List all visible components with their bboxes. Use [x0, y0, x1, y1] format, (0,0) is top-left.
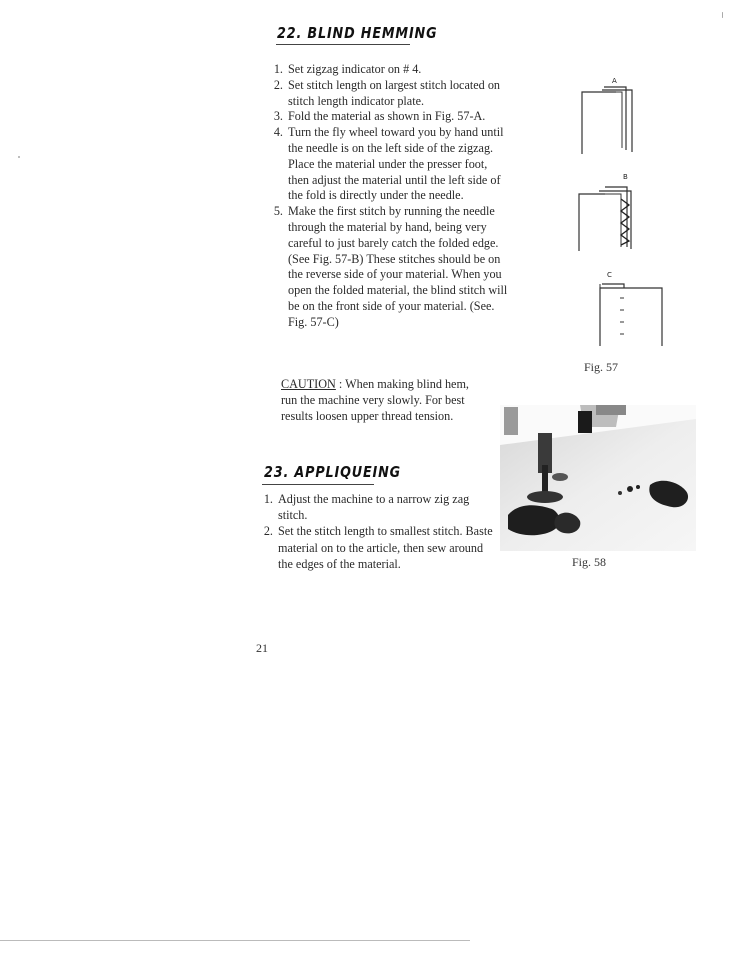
caution-text: : When making blind hem, run the machine very slowly. For best results loosen upper thread tension.: [281, 377, 469, 423]
section-22-heading-rule: [276, 44, 410, 45]
sewing-machine-applique-photo: [500, 405, 696, 551]
appliqueing-step-2: 2. Set the stitch length to smallest stitch. Baste material on to the article, then sew around the edges of the material.: [276, 523, 494, 572]
fig-57-label-a: A: [612, 77, 617, 85]
section-23-heading: 23. APPLIQUEING: [264, 463, 401, 481]
caution-note: [281, 377, 485, 424]
fig-58-photo: [500, 405, 696, 551]
fig-58-caption: Fig. 58: [572, 555, 607, 569]
caution-word: CAUTION: [281, 377, 336, 391]
page-number: 21: [256, 641, 268, 655]
scan-speck: [18, 156, 20, 158]
scan-speck: [722, 12, 723, 18]
fig-57-label-c: C: [607, 271, 612, 279]
appliqueing-steps: [262, 491, 494, 572]
blind-hemming-step-3: 3. Fold the material as shown in Fig. 57-A.: [286, 109, 508, 125]
fig-57a-fold-diagram: [580, 84, 640, 156]
blind-hemming-step-4: 4. Turn the fly wheel toward you by hand until the needle is on the left side of the zigzag. Place the material under the presser foot, then adjust the material until the left side of the fold is directly under the needle.: [286, 125, 508, 204]
blind-hemming-step-1: 1. Set zigzag indicator on # 4.: [286, 62, 508, 78]
section-22-heading: 22. BLIND HEMMING: [277, 24, 438, 42]
fig-57-label-b: B: [623, 173, 628, 181]
fig-57-caption: Fig. 57: [584, 360, 619, 374]
section-23-heading-rule: [262, 484, 374, 485]
blind-hemming-step-5: 5. Make the first stitch by running the needle through the material by hand, being very careful to just barely catch the folded edge. (See Fig. 57-B) These stitches should be on the reverse side of your material. When you open the folded material, the blind stitch will be on the front side of your material. (See. Fig. 57-C): [286, 204, 508, 330]
fig-57b-stitch-diagram: [575, 181, 639, 253]
scan-edge-line: [0, 940, 470, 941]
appliqueing-step-1: 1. Adjust the machine to a narrow zig zag stitch.: [276, 491, 494, 523]
blind-hemming-steps: [272, 62, 508, 331]
fig-57c-opened-diagram: [596, 278, 666, 350]
blind-hemming-step-2: 2. Set stitch length on largest stitch located on stitch length indicator plate.: [286, 78, 508, 110]
